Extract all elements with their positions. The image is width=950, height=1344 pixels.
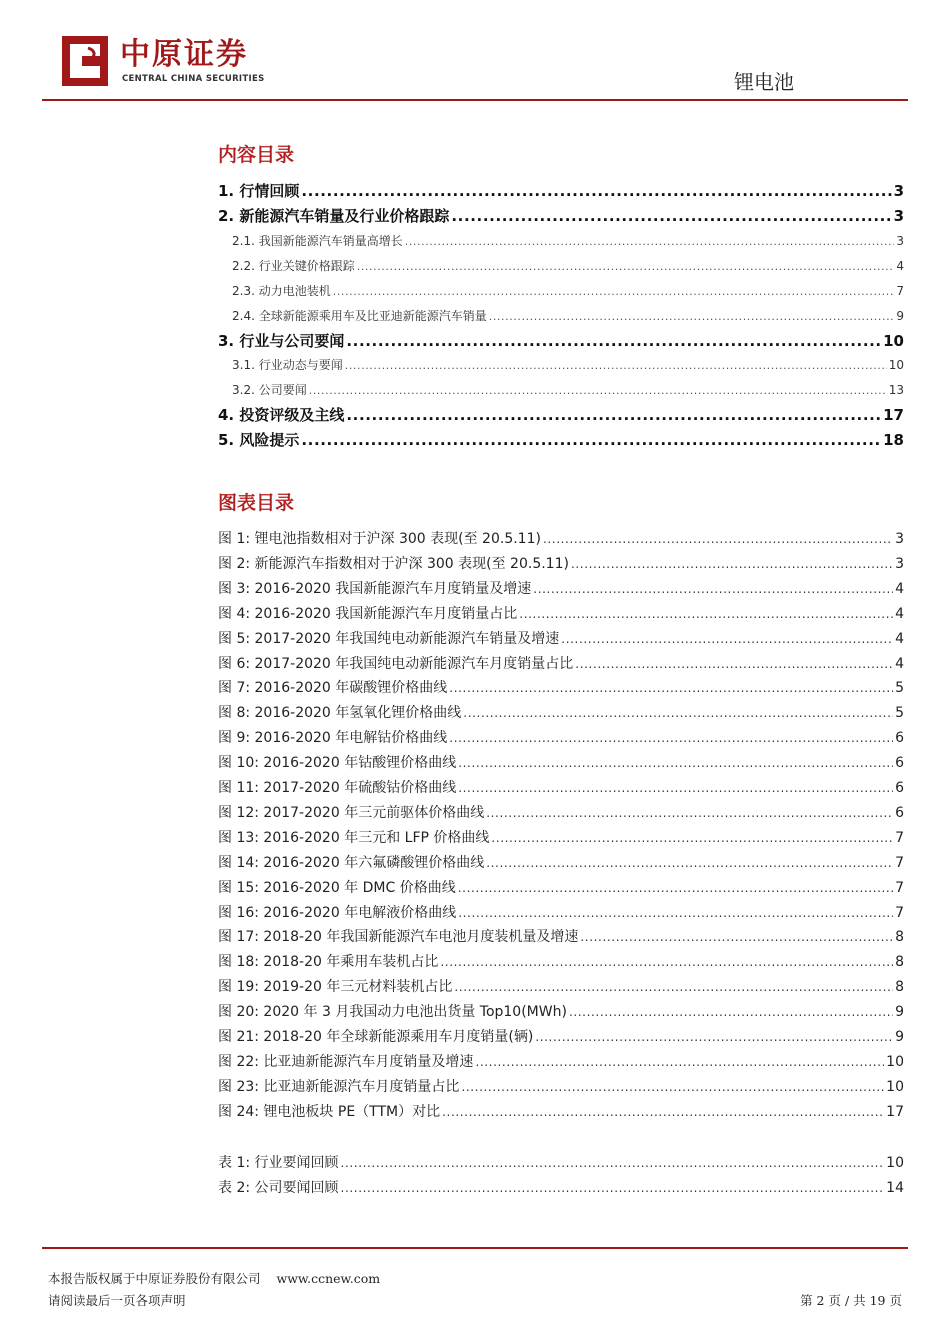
- figure-entry-label: 图 23: 比亚迪新能源汽车月度销量占比: [218, 1079, 460, 1095]
- figure-entry-page-number: 5: [895, 705, 904, 721]
- toc-subentry[interactable]: [218, 232, 904, 248]
- figure-entry-page-number: 7: [895, 855, 904, 871]
- figure-entry-page-number: 10: [886, 1054, 904, 1070]
- header-divider: [42, 99, 908, 101]
- figure-entry[interactable]: [218, 852, 904, 870]
- dot-leader: [301, 182, 891, 200]
- figure-entry-label: 图 22: 比亚迪新能源汽车月度销量及增速: [218, 1054, 474, 1070]
- figure-entry[interactable]: [218, 727, 904, 745]
- figure-entry[interactable]: [218, 553, 904, 571]
- brand-name-en: CENTRAL CHINA SECURITIES: [122, 74, 265, 84]
- figure-entry[interactable]: [218, 578, 904, 596]
- figure-entry-page-number: 6: [895, 805, 904, 821]
- dot-leader: [571, 557, 893, 571]
- figure-entry[interactable]: [218, 976, 904, 994]
- footer-left: [48, 1268, 380, 1312]
- toc-entry-page-number: 3: [893, 207, 904, 225]
- figure-entry-label: 图 24: 锂电池板块 PE（TTM）对比: [218, 1104, 441, 1120]
- dot-leader: [309, 384, 887, 397]
- figure-entry-label: 图 3: 2016-2020 我国新能源汽车月度销量及增速: [218, 581, 532, 597]
- figure-entry-label: 图 7: 2016-2020 年碳酸锂价格曲线: [218, 680, 448, 696]
- toc-subentry-page-number: 3: [896, 234, 904, 248]
- figure-entry[interactable]: [218, 1101, 904, 1119]
- dot-leader: [451, 207, 891, 225]
- figure-entry[interactable]: [218, 1001, 904, 1019]
- figure-entry[interactable]: [218, 653, 904, 671]
- dot-leader: [458, 781, 893, 795]
- figure-entry-label: 图 12: 2017-2020 年三元前驱体价格曲线: [218, 805, 485, 821]
- toc-subentry-label: 2.1. 我国新能源汽车销量高增长: [232, 234, 403, 248]
- dot-leader: [341, 1181, 885, 1195]
- figure-entry[interactable]: [218, 827, 904, 845]
- toc-subentry-label: 2.3. 动力电池装机: [232, 284, 331, 298]
- dot-leader: [405, 235, 895, 248]
- figure-entry[interactable]: [218, 1051, 904, 1069]
- footer-copyright: 本报告版权属于中原证券股份有限公司: [48, 1271, 261, 1286]
- dot-leader: [346, 332, 881, 350]
- figure-entry-label: 图 14: 2016-2020 年六氟磷酸锂价格曲线: [218, 855, 485, 871]
- table-entry-label: 表 1: 行业要闻回顾: [218, 1155, 339, 1171]
- dot-leader: [489, 310, 895, 323]
- dot-leader: [486, 856, 893, 870]
- toc-entry-label: 2. 新能源汽车销量及行业价格跟踪: [218, 207, 450, 225]
- dot-leader: [301, 431, 881, 449]
- figure-entry-label: 图 21: 2018-20 年全球新能源乘用车月度销量(辆): [218, 1029, 534, 1045]
- company-logo: [62, 36, 322, 86]
- figure-entry-page-number: 3: [895, 556, 904, 572]
- logo-mark-icon: [62, 36, 108, 86]
- dot-leader: [341, 1156, 885, 1170]
- figure-entry[interactable]: [218, 902, 904, 920]
- figure-entry-label: 图 10: 2016-2020 年钴酸锂价格曲线: [218, 755, 457, 771]
- figure-entry[interactable]: [218, 628, 904, 646]
- toc-subentry-page-number: 13: [888, 383, 904, 397]
- toc-subentry-page-number: 7: [896, 284, 904, 298]
- page-number: 第 2 页 / 共 19 页: [800, 1293, 902, 1308]
- figure-entry[interactable]: [218, 677, 904, 695]
- figure-entry-page-number: 8: [895, 954, 904, 970]
- figure-entry-page-number: 7: [895, 905, 904, 921]
- figure-entry-page-number: 6: [895, 755, 904, 771]
- toc-entry-page-number: 3: [893, 182, 904, 200]
- toc-title: 内容目录: [218, 144, 295, 166]
- dot-leader: [333, 285, 895, 298]
- table-entry-label: 表 2: 公司要闻回顾: [218, 1180, 339, 1196]
- figure-entry[interactable]: [218, 951, 904, 969]
- dot-leader: [454, 980, 893, 994]
- figure-entry-label: 图 2: 新能源汽车指数相对于沪深 300 表现(至 20.5.11): [218, 556, 569, 572]
- figure-entry[interactable]: [218, 528, 904, 546]
- table-entry[interactable]: [218, 1152, 904, 1170]
- footer-divider: [42, 1247, 908, 1249]
- figure-entry-label: 图 9: 2016-2020 年电解钴价格曲线: [218, 730, 448, 746]
- dot-leader: [491, 831, 893, 845]
- figure-entry-page-number: 8: [895, 929, 904, 945]
- figure-entry-page-number: 3: [895, 531, 904, 547]
- toc-subentry-label: 3.2. 公司要闻: [232, 383, 307, 397]
- dot-leader: [458, 881, 893, 895]
- dot-leader: [461, 1080, 884, 1094]
- dot-leader: [458, 906, 893, 920]
- figure-entry-label: 图 8: 2016-2020 年氢氧化锂价格曲线: [218, 705, 462, 721]
- toc-subentry-label: 3.1. 行业动态与要闻: [232, 358, 343, 372]
- figure-entry-label: 图 15: 2016-2020 年 DMC 价格曲线: [218, 880, 456, 896]
- figure-entry[interactable]: [218, 702, 904, 720]
- figure-entry-page-number: 6: [895, 780, 904, 796]
- toc-subentry[interactable]: [218, 307, 904, 323]
- figure-entry-label: 图 18: 2018-20 年乘用车装机占比: [218, 954, 439, 970]
- figure-entry-page-number: 9: [895, 1004, 904, 1020]
- toc-entry-page-number: 18: [883, 431, 904, 449]
- dot-leader: [535, 1030, 893, 1044]
- dot-leader: [580, 930, 893, 944]
- toc-subentry[interactable]: [218, 381, 904, 397]
- dot-leader: [575, 657, 893, 671]
- figure-entry-page-number: 4: [895, 606, 904, 622]
- figure-entry-page-number: 17: [886, 1104, 904, 1120]
- figure-entry-label: 图 4: 2016-2020 我国新能源汽车月度销量占比: [218, 606, 518, 622]
- dot-leader: [440, 955, 893, 969]
- figure-entry-label: 图 20: 2020 年 3 月我国动力电池出货量 Top10(MWh): [218, 1004, 567, 1020]
- toc-entry-label: 5. 风险提示: [218, 431, 300, 449]
- figure-list-title: 图表目录: [218, 492, 295, 514]
- dot-leader: [543, 532, 893, 546]
- figure-entry-page-number: 4: [895, 581, 904, 597]
- figure-entry-page-number: 7: [895, 880, 904, 896]
- figure-entry-page-number: 9: [895, 1029, 904, 1045]
- toc-subentry[interactable]: [218, 257, 904, 273]
- figure-entry[interactable]: [218, 926, 904, 944]
- footer-disclaimer: 请阅读最后一页各项声明: [48, 1293, 186, 1308]
- toc-entry[interactable]: [218, 330, 904, 350]
- dot-leader: [486, 806, 893, 820]
- dot-leader: [569, 1005, 893, 1019]
- figure-entry-page-number: 5: [895, 680, 904, 696]
- toc-subentry[interactable]: [218, 356, 904, 372]
- toc-entry[interactable]: [218, 404, 904, 424]
- figure-entry-page-number: 10: [886, 1079, 904, 1095]
- toc-entry-label: 1. 行情回顾: [218, 182, 300, 200]
- toc-entry[interactable]: [218, 429, 904, 449]
- figure-entry-label: 图 17: 2018-20 年我国新能源汽车电池月度装机量及增速: [218, 929, 579, 945]
- toc-subentry-page-number: 10: [888, 358, 904, 372]
- figure-entry-page-number: 4: [895, 631, 904, 647]
- figure-entry[interactable]: [218, 877, 904, 895]
- brand-name-cn: 中原证券: [120, 37, 248, 72]
- toc-entry[interactable]: [218, 205, 904, 225]
- dot-leader: [561, 632, 893, 646]
- toc-entry-label: 4. 投资评级及主线: [218, 406, 345, 424]
- figure-entry-label: 图 11: 2017-2020 年硫酸钴价格曲线: [218, 780, 457, 796]
- toc-entry-page-number: 17: [883, 406, 904, 424]
- dot-leader: [449, 731, 893, 745]
- figure-entry[interactable]: [218, 1026, 904, 1044]
- table-entry[interactable]: [218, 1177, 904, 1195]
- dot-leader: [357, 260, 895, 273]
- figure-entry-label: 图 13: 2016-2020 年三元和 LFP 价格曲线: [218, 830, 490, 846]
- dot-leader: [533, 582, 893, 596]
- report-topic: 锂电池: [734, 70, 794, 94]
- figure-entry-label: 图 5: 2017-2020 年我国纯电动新能源汽车销量及增速: [218, 631, 560, 647]
- toc-subentry-label: 2.2. 行业关键价格跟踪: [232, 259, 355, 273]
- figure-entry-page-number: 4: [895, 656, 904, 672]
- toc-subentry-page-number: 9: [896, 309, 904, 323]
- figure-entry[interactable]: [218, 802, 904, 820]
- dot-leader: [449, 681, 893, 695]
- dot-leader: [346, 406, 881, 424]
- figure-entry-label: 图 19: 2019-20 年三元材料装机占比: [218, 979, 453, 995]
- dot-leader: [458, 756, 893, 770]
- table-entry-page-number: 10: [886, 1155, 904, 1171]
- figure-entry[interactable]: [218, 752, 904, 770]
- toc-subentry[interactable]: [218, 282, 904, 298]
- toc-subentry-page-number: 4: [896, 259, 904, 273]
- toc-entry[interactable]: [218, 180, 904, 200]
- toc-subentry-label: 2.4. 全球新能源乘用车及比亚迪新能源汽车销量: [232, 309, 487, 323]
- figure-entry[interactable]: [218, 603, 904, 621]
- footer-website-link[interactable]: www.ccnew.com: [276, 1271, 381, 1286]
- table-entry-page-number: 14: [886, 1180, 904, 1196]
- figure-entry-label: 图 16: 2016-2020 年电解液价格曲线: [218, 905, 457, 921]
- figure-entry[interactable]: [218, 777, 904, 795]
- dot-leader: [475, 1055, 884, 1069]
- figure-entry[interactable]: [218, 1076, 904, 1094]
- dot-leader: [442, 1105, 884, 1119]
- figure-entry-page-number: 8: [895, 979, 904, 995]
- dot-leader: [519, 607, 893, 621]
- figure-entry-label: 图 6: 2017-2020 年我国纯电动新能源汽车月度销量占比: [218, 656, 574, 672]
- toc-entry-label: 3. 行业与公司要闻: [218, 332, 345, 350]
- figure-entry-page-number: 7: [895, 830, 904, 846]
- figure-entry-label: 图 1: 锂电池指数相对于沪深 300 表现(至 20.5.11): [218, 531, 541, 547]
- dot-leader: [345, 359, 887, 372]
- figure-entry-page-number: 6: [895, 730, 904, 746]
- dot-leader: [463, 706, 893, 720]
- toc-entry-page-number: 10: [883, 332, 904, 350]
